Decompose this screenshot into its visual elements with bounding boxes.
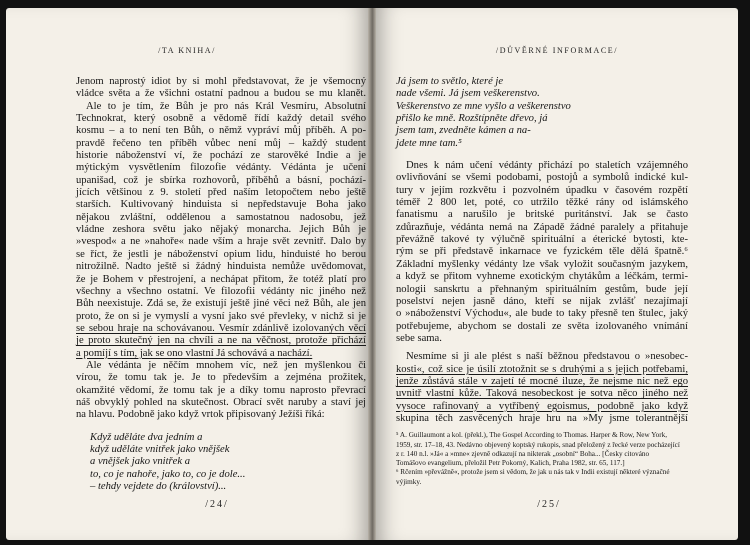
footnote-line-5: ⁶ Rčením »převážně«, protože jsem si vědom, že jak u nás tak v Indii existují některé význačné [396, 468, 670, 477]
left-line-27: náš obvyklý pohled na skutečnost. Obrací svět naruby a staví jej [76, 396, 366, 408]
right-line-15: sebe sama. [396, 332, 442, 344]
left-line-13: vládne zeshora světu jako nějaký monarcha. Jejich Bůh je [76, 224, 366, 236]
right-para2-line-4-underlined: uvnitř vlastní kůže. Taková nesobeckost je sotva něco jiného než [396, 388, 688, 400]
right-poem-line-2: nade všemi. Já jsem veškerenstvo. [396, 88, 540, 100]
right-poem-line-1: Já jsem to světlo, které je [396, 76, 504, 87]
right-line-9: Základní myšlenky védánty lze však vyložit současným jazykem, [396, 258, 688, 270]
left-line-16: nitrožilně. Nadto ještě si žádný hinduista nemůže uvědomovat, [76, 261, 366, 273]
left-poem-line-2: když uděláte vnitřek jako vnějšek [90, 443, 230, 455]
right-poem-line-6: jdete mne tam.⁵ [396, 137, 462, 149]
right-poem-line-4: přišlo ke mně. Rozštípněte dřevo, já [396, 113, 548, 125]
left-line-15: se říct, že jestli je náboženství opium lidu, hinduisté ho berou [76, 248, 366, 260]
left-poem-line-4: to, co je nahoře, jako to, co je dole... [90, 468, 246, 480]
left-line-9: upanišad, což je sbírka rozhovorů, příběhů a básní, pochází- [76, 174, 366, 186]
footnote-line-4: Tomášovo evangelium, přeložil Petr Pokorný, Kalich, Praha 1982, str. 65, 117.] [396, 459, 625, 468]
left-line-8: mýtickým vysvětlením filozofie védánty. Védánta je učení [76, 162, 366, 174]
right-line-7: převážně takové ty výlučně spirituální a éterické bytosti, kte- [396, 234, 688, 246]
right-para2-line-2-underlined: kosti«, což sice je úsilí ztotožnit se s druhými a s jejich potřebami, [396, 363, 688, 375]
right-page [376, 8, 738, 540]
left-page [6, 8, 368, 540]
right-line-4: téměř 2 800 let, poté, co utržilo těžké rány od islámského [396, 197, 688, 209]
right-para2-line-3-underlined: jenže zůstává stále v zajetí té mocné iluze, že nejsme nic než ego [396, 375, 688, 387]
left-poem-line-5: – tehdy vejdete do (království)... [90, 481, 227, 492]
right-line-12: poselství nejen jasně dáno, kteří se nijak zvlášť nezajímají [396, 295, 688, 307]
left-poem-line-3: a vnějšek jako vnitřek a [90, 456, 191, 468]
right-running-head: /DŮVĚRNÉ INFORMACE/ [495, 46, 619, 55]
left-line-7: historie náboženství ví, že pochází ze starověké Indie a je [76, 150, 366, 162]
right-para2-line-5-underlined: vysoce rafinovaný a vytříbený egoismus, podobně jako když [396, 400, 688, 412]
left-line-23-underlined: a pomíjí s tím, jak se ono vlastní Já schovává a nachází. [76, 347, 313, 359]
right-line-11: nologii sanskrtu a přehnaným spirituálním gestům, bude její [396, 283, 688, 295]
right-line-3: tury v jejím rozkvětu i pozvolném úpadku v časovém rozpětí [396, 184, 688, 196]
left-line-2: vládce světa a že všichni ostatní padnou a budou se mu klanět. [76, 88, 366, 100]
left-line-20: proto, že on si je vymyslí a vysní jako své převleky, v nichž si je [76, 310, 366, 322]
right-poem-line-3: Veškerenstvo ze mne vyšlo a veškerenstvo [396, 100, 571, 112]
left-page-number: /24/ [205, 499, 229, 510]
left-line-18: všechny a všechno ostatní. Ve filozofii védánty nic jiného než [76, 285, 366, 297]
right-line-6: zdůrazňuje, védánta nemá na Západě žádné paralely a přitahuje [396, 221, 688, 233]
right-line-2: ovlivňování se všemi podobami, postojů a symbolů indické kul- [396, 172, 688, 184]
left-body-text [76, 76, 366, 493]
right-body-text [396, 76, 688, 487]
left-line-14: »vespod« a ne »nahoře« nade vším a hraje svět zevnitř. Dalo by [76, 236, 366, 248]
left-poem-line-1: Když uděláte dva jedním a [90, 431, 203, 443]
left-line-26: okamžité vědomí, že tomu tak je a díky tomu naprosto převrací [76, 384, 366, 396]
left-line-1: Jenom naprostý idiot by si mohl představovat, že je všemocný [76, 76, 366, 87]
left-line-10: jících většinou z 9. století před naším letopočtem nebo ještě [76, 187, 366, 199]
left-line-25: vírou, že tomu tak je. Je to především a zejména prožitek, [76, 372, 366, 384]
left-line-28: na hlavu. Podobně jako když vrtok připisovaný Ježíši říká: [76, 409, 325, 421]
left-line-22-underlined: je proto skutečný jen na chvíli a ne na věčnost, protože přichází [76, 335, 366, 347]
right-poem-line-5: jsem tam, zvedněte kámen a na- [396, 125, 531, 137]
footnote-line-3: z r. 140 n.l. »Já« a »mne« zjevně odkazují na nikterak „osobní“ Boha... [Česky citováno [396, 449, 650, 458]
left-line-19: Bůh neexistuje. Zdá se, že existují ještě jiné věci než Bůh, ale jen [76, 298, 366, 310]
right-line-8: rým se při představě inkarnace ve fyzickém těle dělá špatně.⁶ [396, 246, 688, 258]
right-footnotes [396, 431, 688, 487]
right-para2-line-1: Nesmíme si ji ale plést s naší běžnou představou o »nesobec- [406, 351, 688, 363]
left-line-21-underlined: se sebou hraje na schovávanou. Vesmír zdánlivě izolovaných věcí [76, 322, 366, 334]
left-line-11: starších. Kultivovaný hinduista si nepředstavuje Boha jako [76, 199, 366, 211]
right-line-13: o »náboženství Východu«, ale bude to taky přesně ten štulec, jaký [396, 308, 688, 320]
footnote-line-6: výjimky. [396, 477, 422, 486]
left-line-4: Technokrat, který osobně a vědomě řídí každý detail svého [76, 113, 366, 125]
left-line-6: pravdě řečeno ten příběh vůbec není můj – každý student [76, 137, 366, 149]
footnote-line-2: 1959, str. 17–18, 43. Nedávno objevený koptský rukopis, snad přeložený z řecké verze pocházející [396, 440, 680, 449]
right-page-number: /25/ [537, 499, 561, 510]
left-line-24: Ale védánta je něčím mnohem víc, než jen myšlenkou či [86, 359, 366, 371]
left-line-5: kosmu – a to není ten Bůh, o němž vypráví můj příběh. A po- [76, 125, 366, 137]
right-line-5: fanatismu a narušilo je britské puritánství. Jak se často [396, 209, 688, 221]
footnote-line-1: ⁵ A. Guillaumont a kol. (překl.), The Gospel According to Thomas. Harper & Row, New York, [396, 431, 668, 440]
left-running-head: /TA KNIHA/ [158, 46, 216, 55]
right-line-1: Dnes k nám učení védánty přichází po staletích vzájemného [406, 160, 688, 172]
left-line-3: Ale to je tím, že Bůh je pro nás Král Vesmíru, Absolutní [86, 100, 366, 112]
right-para2-line-6: skupina těch zasvěcených hraje hru na »My jsme tolerantnější [396, 412, 688, 424]
left-line-12: nějakou zvláštní, oddělenou a samostatnou nadosobu, jež [76, 211, 366, 223]
right-line-10: a když se přitom vyhneme exotickým chytákům a léčkám, termi- [396, 271, 688, 283]
left-line-17: že je Bohem v přestrojení, a nechápat přitom, že totéž platí pro [76, 273, 366, 285]
right-line-14: potřebujeme, abychom se dostali ze světa izolovaného vnímání [396, 320, 688, 332]
